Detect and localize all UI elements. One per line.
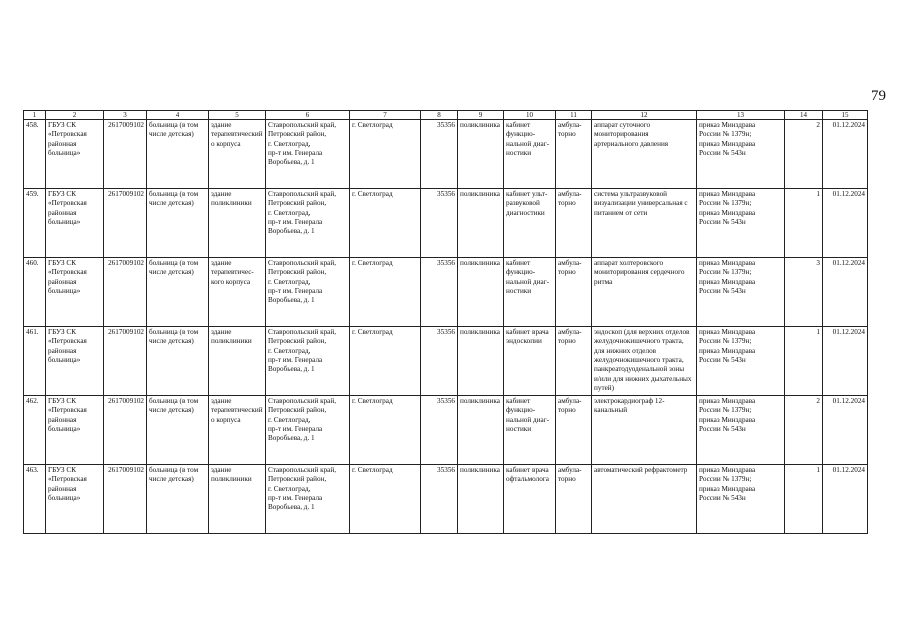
equipment-cell <box>592 120 697 189</box>
row-number-cell: 461. <box>24 327 46 396</box>
cabinet-line: функцио- <box>506 406 536 415</box>
care-mode-line: торно <box>558 130 576 139</box>
cabinet-line: кабинет врача <box>506 466 549 474</box>
cabinet-cell <box>504 465 556 534</box>
cabinet-cell <box>504 327 556 396</box>
building-line: о корпуса <box>211 139 241 148</box>
organization-line: районная <box>48 346 77 355</box>
cabinet-line: эндоскопии <box>506 337 542 346</box>
organization-line: ГБУЗ СК <box>48 466 77 474</box>
empty-cell <box>785 327 823 396</box>
equipment-line: желудочнокишечного тракта, <box>594 356 684 365</box>
organization-line: ГБУЗ СК <box>48 397 77 405</box>
address-line: пр-т им. Генерала <box>268 218 323 227</box>
institution-type-line: числе детская) <box>149 406 194 415</box>
cabinet-line: нальной диаг- <box>506 415 550 424</box>
quantity-value: 3 <box>816 259 820 267</box>
organization-line: «Петровская <box>48 199 87 208</box>
equipment-line: и/или для нижних дыхательных <box>594 374 692 383</box>
regulation-order-line: приказ Минздрава <box>699 259 756 267</box>
unit-cell: поликлиника <box>458 258 504 327</box>
address-line: пр-т им. Генерала <box>268 494 323 503</box>
institution-type-line: числе детская) <box>149 130 194 139</box>
cabinet-line: функцио- <box>506 268 536 277</box>
row-number-cell: 463. <box>24 465 46 534</box>
organization-line: ГБУЗ СК <box>48 328 77 336</box>
building-line: здание <box>211 259 232 267</box>
equipment-line: система ультразвуковой <box>594 190 668 198</box>
city-cell: г. Светлоград <box>350 396 421 465</box>
column-number-header: 6 <box>266 111 350 120</box>
building-line: здание <box>211 466 232 474</box>
equipment-line: путей) <box>594 384 615 393</box>
address-line: пр-т им. Генерала <box>268 287 323 296</box>
organization-line: «Петровская <box>48 406 87 415</box>
cabinet-line: кабинет ульт- <box>506 190 548 198</box>
unit-cell: поликлиника <box>458 327 504 396</box>
organization-line: районная <box>48 208 77 217</box>
address-cell <box>266 465 350 534</box>
regulation-order-cell <box>697 258 785 327</box>
regulation-order-line: приказ Минздрава <box>699 397 756 405</box>
care-mode-cell <box>556 120 592 189</box>
organization-line: районная <box>48 139 77 148</box>
address-line: г. Светлоград, <box>268 139 311 148</box>
date-cell: 01.12.2024 <box>823 327 868 396</box>
city-cell: г. Светлоград <box>350 465 421 534</box>
organization-line: районная <box>48 277 77 286</box>
column-number-header: 3 <box>104 111 147 120</box>
building-line: поликлиники <box>211 337 252 346</box>
building-cell <box>209 120 266 189</box>
equipment-line: артериального давления <box>594 139 669 148</box>
address-cell <box>266 120 350 189</box>
address-line: пр-т им. Генерала <box>268 356 323 365</box>
regulation-order-line: приказ Минздрава <box>699 328 756 336</box>
regulation-order-line: России № 1379н; <box>699 130 752 139</box>
cabinet-line: кабинет <box>506 397 531 405</box>
equipment-registry-table <box>23 110 868 534</box>
regulation-order-line: приказ Минздрава <box>699 484 756 493</box>
inn-cell: 2617009102 <box>104 189 147 258</box>
institution-type-cell <box>147 120 209 189</box>
regulation-order-line: России № 1379н; <box>699 199 752 208</box>
institution-type-cell <box>147 189 209 258</box>
organization-cell <box>46 120 104 189</box>
regulation-order-line: приказ Минздрава <box>699 190 756 198</box>
address-line: Воробьева, д. 1 <box>268 365 315 374</box>
address-line: Петровский район, <box>268 475 327 484</box>
building-cell <box>209 327 266 396</box>
cabinet-line: кабинет <box>506 259 531 267</box>
institution-type-line: больница (в том <box>149 121 199 129</box>
building-line: терапевтический <box>211 406 263 415</box>
quantity-value: 2 <box>816 121 820 129</box>
regulation-order-cell <box>697 189 785 258</box>
address-line: Воробьева, д. 1 <box>268 503 315 512</box>
regulation-order-cell <box>697 120 785 189</box>
organization-line: «Петровская <box>48 268 87 277</box>
institution-type-cell <box>147 327 209 396</box>
cabinet-cell <box>504 120 556 189</box>
address-line: Ставропольский край, <box>268 190 337 198</box>
equipment-line: электрокардиограф 12- <box>594 397 665 405</box>
regulation-order-cell <box>697 465 785 534</box>
row-number-cell: 460. <box>24 258 46 327</box>
institution-type-line: больница (в том <box>149 397 199 405</box>
column-number-header: 7 <box>350 111 421 120</box>
address-line: Ставропольский край, <box>268 466 337 474</box>
care-mode-cell <box>556 465 592 534</box>
address-line: Воробьева, д. 1 <box>268 296 315 305</box>
address-line: г. Светлоград, <box>268 277 311 286</box>
unit-cell: поликлиника <box>458 465 504 534</box>
cabinet-line: диагностики <box>506 208 545 217</box>
column-number-header: 13 <box>697 111 785 120</box>
equipment-line: визуализации универсальная с <box>594 199 688 208</box>
organization-line: ГБУЗ СК <box>48 259 77 267</box>
empty-cell <box>785 465 823 534</box>
address-line: Ставропольский край, <box>268 121 337 129</box>
building-cell <box>209 189 266 258</box>
table-row <box>24 120 868 189</box>
address-cell <box>266 396 350 465</box>
cabinet-line: ностики <box>506 425 532 434</box>
equipment-cell <box>592 327 697 396</box>
care-mode-line: амбула- <box>558 466 582 474</box>
column-number-header: 5 <box>209 111 266 120</box>
care-mode-line: торно <box>558 406 576 415</box>
care-mode-line: торно <box>558 475 576 484</box>
care-mode-line: торно <box>558 199 576 208</box>
equipment-line: ритма <box>594 277 613 286</box>
institution-type-line: числе детская) <box>149 475 194 484</box>
postal-index-cell: 35356 <box>421 120 458 189</box>
column-number-header: 15 <box>823 111 868 120</box>
inn-cell: 2617009102 <box>104 327 147 396</box>
care-mode-line: торно <box>558 337 576 346</box>
institution-type-line: числе детская) <box>149 268 194 277</box>
inn-cell: 2617009102 <box>104 396 147 465</box>
equipment-line: питанием от сети <box>594 208 648 217</box>
cabinet-line: нальной диаг- <box>506 277 550 286</box>
inn-cell: 2617009102 <box>104 465 147 534</box>
regulation-order-line: России № 1379н; <box>699 475 752 484</box>
unit-cell: поликлиника <box>458 189 504 258</box>
organization-line: районная <box>48 484 77 493</box>
cabinet-line: развуковой <box>506 199 540 208</box>
regulation-order-line: приказ Минздрава <box>699 121 756 129</box>
care-mode-cell <box>556 258 592 327</box>
row-number-cell: 462. <box>24 396 46 465</box>
table-body <box>24 111 868 534</box>
page-number: 79 <box>871 88 886 104</box>
organization-line: ГБУЗ СК <box>48 121 77 129</box>
postal-index-cell: 35356 <box>421 396 458 465</box>
regulation-order-line: приказ Минздрава <box>699 139 756 148</box>
building-line: терапевтичес- <box>211 268 254 277</box>
regulation-order-line: России № 543н <box>699 218 746 227</box>
regulation-order-line: России № 543н <box>699 149 746 158</box>
building-line: поликлиники <box>211 475 252 484</box>
care-mode-line: амбула- <box>558 328 582 336</box>
unit-cell: поликлиника <box>458 396 504 465</box>
building-cell <box>209 258 266 327</box>
equipment-line: эндоскоп (для верхних отделов <box>594 328 690 336</box>
regulation-order-cell <box>697 327 785 396</box>
empty-cell <box>785 258 823 327</box>
address-line: Ставропольский край, <box>268 397 337 405</box>
row-number-cell: 458. <box>24 120 46 189</box>
city-cell: г. Светлоград <box>350 120 421 189</box>
building-line: здание <box>211 397 232 405</box>
organization-cell <box>46 465 104 534</box>
date-cell: 01.12.2024 <box>823 258 868 327</box>
cabinet-line: ностики <box>506 149 532 158</box>
empty-cell <box>785 189 823 258</box>
organization-line: больница» <box>48 494 81 503</box>
equipment-line: желудочнокишечного тракта, <box>594 337 684 346</box>
cabinet-line: нальной диаг- <box>506 139 550 148</box>
equipment-line: аппарат суточного <box>594 121 651 129</box>
regulation-order-line: приказ Минздрава <box>699 466 756 474</box>
regulation-order-line: России № 1379н; <box>699 337 752 346</box>
regulation-order-line: России № 543н <box>699 494 746 503</box>
column-number-header: 10 <box>504 111 556 120</box>
building-line: здание <box>211 121 232 129</box>
institution-type-line: больница (в том <box>149 259 199 267</box>
cabinet-cell <box>504 189 556 258</box>
equipment-line: канальный <box>594 406 628 415</box>
table-row <box>24 465 868 534</box>
cabinet-line: кабинет <box>506 121 531 129</box>
care-mode-line: амбула- <box>558 397 582 405</box>
organization-line: районная <box>48 415 77 424</box>
institution-type-line: числе детская) <box>149 337 194 346</box>
empty-cell <box>785 120 823 189</box>
address-line: г. Светлоград, <box>268 208 311 217</box>
column-number-header: 2 <box>46 111 104 120</box>
postal-index-cell: 35356 <box>421 327 458 396</box>
postal-index-cell: 35356 <box>421 189 458 258</box>
organization-line: больница» <box>48 287 81 296</box>
building-line: поликлиники <box>211 199 252 208</box>
quantity-value: 1 <box>816 466 820 474</box>
address-line: Воробьева, д. 1 <box>268 434 315 443</box>
column-number-header: 8 <box>421 111 458 120</box>
institution-type-cell <box>147 258 209 327</box>
quantity-value: 1 <box>816 190 820 198</box>
inn-cell: 2617009102 <box>104 120 147 189</box>
equipment-line: панкреатодуоденальной зоны <box>594 365 685 374</box>
organization-cell <box>46 189 104 258</box>
institution-type-cell <box>147 396 209 465</box>
organization-line: ГБУЗ СК <box>48 190 77 198</box>
institution-type-line: больница (в том <box>149 328 199 336</box>
organization-line: больница» <box>48 149 81 158</box>
building-line: терапевтический <box>211 130 263 139</box>
organization-line: больница» <box>48 218 81 227</box>
equipment-cell <box>592 465 697 534</box>
organization-line: «Петровская <box>48 475 87 484</box>
equipment-cell <box>592 258 697 327</box>
equipment-cell <box>592 189 697 258</box>
postal-index-cell: 35356 <box>421 258 458 327</box>
cabinet-line: ностики <box>506 287 532 296</box>
city-cell: г. Светлоград <box>350 189 421 258</box>
cabinet-line: кабинет врача <box>506 328 549 336</box>
column-number-header: 14 <box>785 111 823 120</box>
regulation-order-line: приказ Минздрава <box>699 208 756 217</box>
care-mode-line: амбула- <box>558 190 582 198</box>
address-line: Петровский район, <box>268 268 327 277</box>
institution-type-line: числе детская) <box>149 199 194 208</box>
building-line: здание <box>211 190 232 198</box>
equipment-line: автоматический рефрактометр <box>594 466 688 474</box>
organization-cell <box>46 258 104 327</box>
care-mode-line: амбула- <box>558 259 582 267</box>
quantity-value: 2 <box>816 397 820 405</box>
building-line: о корпуса <box>211 415 241 424</box>
address-line: Ставропольский край, <box>268 259 337 267</box>
building-line: кого корпуса <box>211 277 251 286</box>
care-mode-cell <box>556 189 592 258</box>
equipment-line: мониторирования <box>594 130 649 139</box>
row-number-cell: 459. <box>24 189 46 258</box>
address-line: г. Светлоград, <box>268 484 311 493</box>
date-cell: 01.12.2024 <box>823 396 868 465</box>
regulation-order-line: России № 1379н; <box>699 268 752 277</box>
regulation-order-line: приказ Минздрава <box>699 415 756 424</box>
address-line: Ставропольский край, <box>268 328 337 336</box>
address-cell <box>266 258 350 327</box>
regulation-order-line: России № 543н <box>699 287 746 296</box>
quantity-value: 1 <box>816 328 820 336</box>
address-cell <box>266 327 350 396</box>
care-mode-cell <box>556 396 592 465</box>
address-line: Петровский район, <box>268 199 327 208</box>
date-cell: 01.12.2024 <box>823 189 868 258</box>
care-mode-line: амбула- <box>558 121 582 129</box>
care-mode-cell <box>556 327 592 396</box>
regulation-order-line: России № 543н <box>699 425 746 434</box>
institution-type-cell <box>147 465 209 534</box>
care-mode-line: торно <box>558 268 576 277</box>
address-line: пр-т им. Генерала <box>268 425 323 434</box>
address-line: Петровский район, <box>268 406 327 415</box>
equipment-line: аппарат холтеровского <box>594 259 664 267</box>
city-cell: г. Светлоград <box>350 258 421 327</box>
organization-cell <box>46 396 104 465</box>
empty-cell <box>785 396 823 465</box>
column-number-header: 11 <box>556 111 592 120</box>
equipment-line: мониторирования сердечного <box>594 268 685 277</box>
column-number-header: 1 <box>24 111 46 120</box>
cabinet-line: функцио- <box>506 130 536 139</box>
table-row <box>24 396 868 465</box>
address-line: г. Светлоград, <box>268 415 311 424</box>
address-line: Петровский район, <box>268 130 327 139</box>
date-cell: 01.12.2024 <box>823 465 868 534</box>
unit-cell: поликлиника <box>458 120 504 189</box>
organization-line: больница» <box>48 356 81 365</box>
organization-line: «Петровская <box>48 130 87 139</box>
address-line: Воробьева, д. 1 <box>268 227 315 236</box>
regulation-order-line: России № 1379н; <box>699 406 752 415</box>
address-cell <box>266 189 350 258</box>
building-cell <box>209 396 266 465</box>
table-row <box>24 327 868 396</box>
regulation-order-cell <box>697 396 785 465</box>
column-number-header: 9 <box>458 111 504 120</box>
address-line: г. Светлоград, <box>268 346 311 355</box>
table-row <box>24 258 868 327</box>
organization-line: больница» <box>48 425 81 434</box>
equipment-line: для нижних отделов <box>594 346 657 355</box>
cabinet-cell <box>504 258 556 327</box>
regulation-order-line: приказ Минздрава <box>699 277 756 286</box>
organization-cell <box>46 327 104 396</box>
organization-line: «Петровская <box>48 337 87 346</box>
inn-cell: 2617009102 <box>104 258 147 327</box>
regulation-order-line: России № 543н <box>699 356 746 365</box>
building-line: здание <box>211 328 232 336</box>
regulation-order-line: приказ Минздрава <box>699 346 756 355</box>
table-row <box>24 189 868 258</box>
address-line: Воробьева, д. 1 <box>268 158 315 167</box>
column-number-header: 12 <box>592 111 697 120</box>
column-number-row <box>24 111 868 120</box>
cabinet-line: офтальмолога <box>506 475 549 484</box>
date-cell: 01.12.2024 <box>823 120 868 189</box>
building-cell <box>209 465 266 534</box>
column-number-header: 4 <box>147 111 209 120</box>
institution-type-line: больница (в том <box>149 466 199 474</box>
equipment-cell <box>592 396 697 465</box>
postal-index-cell: 35356 <box>421 465 458 534</box>
institution-type-line: больница (в том <box>149 190 199 198</box>
cabinet-cell <box>504 396 556 465</box>
city-cell: г. Светлоград <box>350 327 421 396</box>
address-line: Петровский район, <box>268 337 327 346</box>
address-line: пр-т им. Генерала <box>268 149 323 158</box>
